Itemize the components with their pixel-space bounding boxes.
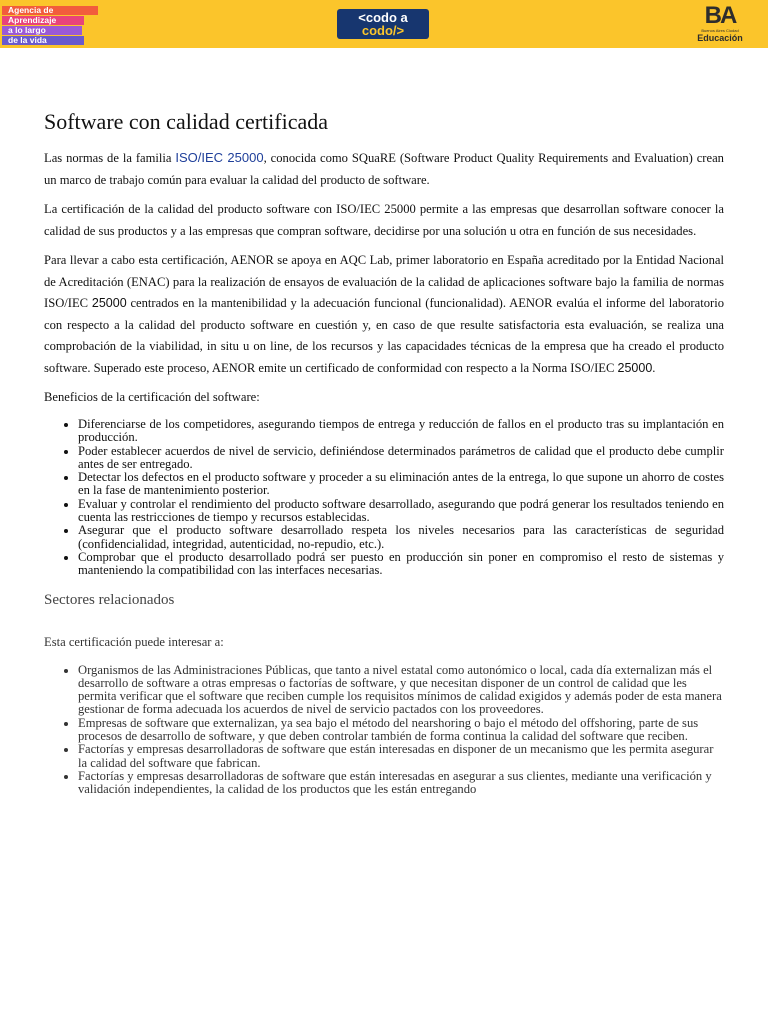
section-heading: Sectores relacionados [44,591,175,608]
list-item: • Diferenciarse de los competidores, asegurando tiempos de entrega y reducción de fallos en el producto tras su implantación en producción. [78,418,724,445]
sectors-intro: Esta certificación puede interesar a: [44,634,224,649]
iso-iec-25000-link[interactable]: ISO/IEC 25000 [175,150,264,165]
list-item: • Empresas de software que externalizan, ya sea bajo el método del nearshoring o bajo el método del offshoring, parte de sus procesos de desarrollo de software, y que deben controlar también de forma continua la calidad del software que reciben. [78,717,724,744]
logo-line: a lo largo [8,25,46,35]
codo-line-2: codo/> [361,23,405,38]
list-item: • Asegurar que el producto software desarrollado respeta los niveles necesarios para las características de seguridad (confidencialidad, integridad, autenticidad, no-repudio, etc.). [78,524,724,551]
benefits-intro: Beneficios de la certificación del software: [44,390,260,404]
educacion-label: Educación [697,33,743,43]
list-item: • Evaluar y controlar el rendimiento del producto software desarrollado, asegurando que podrá generar los resultados teniendo en cuenta las restricciones de tiempo y recursos establecidas. [78,498,724,525]
iso-number: 25000 [91,296,127,310]
article-body [44,108,724,797]
intro-paragraph [44,147,724,191]
codo-a-codo-logo [337,9,429,39]
list-item: • Organismos de las Administraciones Públicas, que tanto a nivel estatal como autonómico o local, cada día externalizan más el desarrollo de software a otras empresas o factorías de software, y que necesitan disponer de un control de calidad que les permita verificar que el software que reciben cumple los requisitos mínimos de calidad exigidos y además poder de esta manera gestionar de forma adecuada los acuerdos de nivel de servicio pactados con los proveedores. [78,664,724,717]
ba-subtitle: Buenos Aires Ciudad [701,28,739,33]
logo-line: Agencia de [8,5,54,15]
list-item: • Factorías y empresas desarrolladoras de software que están interesadas en disponer de un mecanismo que les permita asegurar la calidad del software que fabrican. [78,743,724,770]
aenor-text-cont: centrados en la mantenibilidad y la adecuación funcional (funcionalidad). AENOR evalúa el informe del laboratorio con respecto a la calidad del producto software en cuestión y, en caso de que resulte satisfactoria esta evaluación, se realiza una comprobación de la viabilidad, in situ u on line, de los recursos y las capacidades técnicas de la empresa que ha creado el producto software. Superado este proceso, AENOR emite un certificado de conformidad con respecto a la Norma ISO/IEC [44,296,724,375]
ba-mark: BA [704,2,736,29]
page-title: Software con calidad certificada [44,109,329,134]
aenor-text: Para llevar a cabo esta certificación, AENOR se apoya en AQC Lab, primer laboratorio en España acreditado por la Entidad Nacional de Acreditación (ENAC) para la realización de ensayos de evaluación de la calidad de aplicaciones software bajo la familia de normas ISO/IEC [44,253,724,310]
certification-paragraph: La certificación de la calidad del producto software con ISO/IEC 25000 permite a las empresas que desarrollan software conocer la calidad de sus productos y a las empresas que compran software, decidirse por una solución u otra en función de sus necesidades. [44,202,724,238]
sectors-list [44,664,724,797]
logo-line: Aprendizaje [8,15,57,25]
intro-text: Las normas de la familia [44,151,176,165]
buenos-aires-educacion-logo [688,4,752,44]
codo-line-1: <codo a [358,10,408,25]
list-item: • Poder establecer acuerdos de nivel de servicio, definiéndose determinados parámetros de calidad que el producto debe cumplir antes de ser entregado. [78,445,724,472]
logo-line: de la vida [8,35,47,45]
aenor-text-end: . [652,360,656,375]
agencia-aprendizaje-logo [2,6,100,46]
aenor-paragraph [44,250,724,379]
iso-number: 25000 [617,360,653,375]
header-bar [0,0,768,48]
benefits-list [44,418,724,578]
list-item: • Detectar los defectos en el producto software y proceder a su eliminación antes de la entrega, lo que supone un ahorro de costes en la fase de mantenimiento posterior. [78,471,724,498]
list-item: • Comprobar que el producto desarrollado podrá ser puesto en producción sin poner en compromiso el resto de sistemas y manteniendo la compatibilidad con las interfaces necesarias. [78,551,724,578]
list-item: • Factorías y empresas desarrolladoras de software que están interesadas en asegurar a sus clientes, mediante una verificación y validación independientes, la calidad de los productos que les están entregando [78,770,724,797]
intro-text-cont: , conocida como SQuaRE (Software Product Quality Requirements and Evaluation) crean un marco de trabajo común para evaluar la calidad del producto de software. [44,151,724,187]
